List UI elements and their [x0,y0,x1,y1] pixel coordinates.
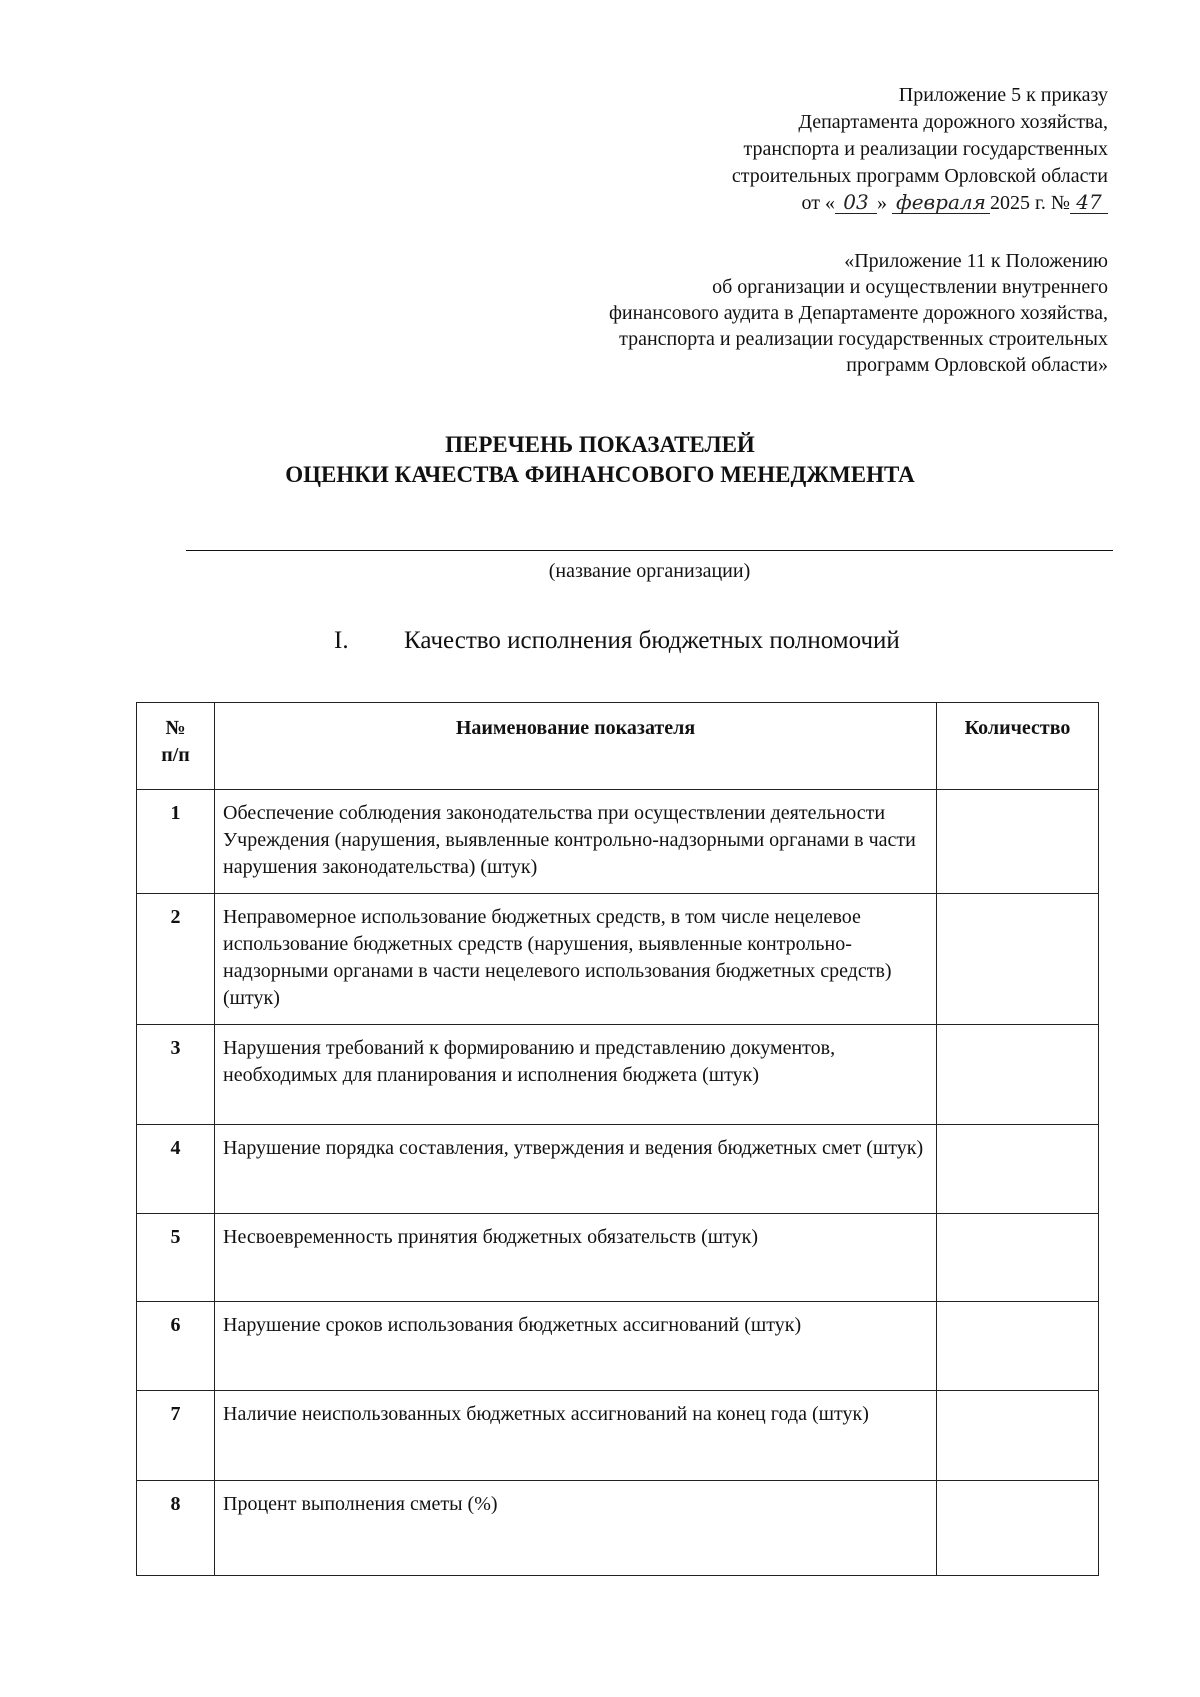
date-mid: » [876,192,887,214]
annex-line: «Приложение 11 к Положению [844,250,1108,272]
table-header-row [137,703,1099,790]
header-number-sign: № [165,717,186,739]
quantity-cell [937,1302,1099,1391]
table-row [137,1125,1099,1214]
section-title: Качество исполнения бюджетных полномочий [404,627,900,654]
indicator-name: Процент выполнения сметы (%) [215,1481,937,1576]
organization-name-line [186,550,1113,551]
header-number-abbr: п/п [161,744,190,766]
header-indicator-name: Наименование показателя [215,703,937,790]
header-line: Приложение 5 к приказу [898,84,1108,106]
date-month-handwritten: февраля [892,191,990,214]
row-number: 3 [137,1025,215,1125]
quantity-cell [937,1391,1099,1481]
title-line-2: ОЦЕНКИ КАЧЕСТВА ФИНАНСОВОГО МЕНЕДЖМЕНТА [285,462,915,487]
header-line: строительных программ Орловской области [731,165,1108,187]
regulation-annex-header [609,248,1108,378]
indicator-name: Нарушение сроков использования бюджетных ассигнований (штук) [215,1302,937,1391]
annex-line: об организации и осуществлении внутреннего [712,276,1108,298]
table-row [137,1214,1099,1302]
header-line: транспорта и реализации государственных [743,138,1108,160]
order-date-line [732,190,1108,217]
table-row [137,790,1099,894]
indicators-table [136,702,1099,1576]
row-number: 1 [137,790,215,894]
title-line-1: ПЕРЕЧЕНЬ ПОКАЗАТЕЛЕЙ [445,432,755,457]
annex-line: программ Орловской области» [846,354,1108,376]
section-number: I. [334,627,349,654]
organization-caption: (название организации) [548,560,751,582]
header-line: Департамента дорожного хозяйства, [798,111,1108,133]
header-quantity: Количество [937,703,1099,790]
header-number [137,703,215,790]
indicator-name: Нарушение порядка составления, утверждения и ведения бюджетных смет (штук) [215,1125,937,1214]
row-number: 8 [137,1481,215,1576]
table-row [137,894,1099,1025]
date-day-handwritten: 03 [835,191,877,214]
quantity-cell [937,1214,1099,1302]
date-prefix: от « [801,192,835,214]
table-row [137,1302,1099,1391]
quantity-cell [937,894,1099,1025]
indicator-name: Нарушения требований к формированию и представлению документов, необходимых для планирования и исполнения бюджета (штук) [215,1025,937,1125]
quantity-cell [937,790,1099,894]
indicator-name: Несвоевременность принятия бюджетных обязательств (штук) [215,1214,937,1302]
table-row [137,1481,1099,1576]
document-title [0,430,1200,490]
annex-line: финансового аудита в Департаменте дорожного хозяйства, [608,302,1108,324]
row-number: 6 [137,1302,215,1391]
annex-line: транспорта и реализации государственных строительных [619,328,1108,350]
indicator-name: Обеспечение соблюдения законодательства при осуществлении деятельности Учреждения (нарушения, выявленные контрольно-надзорными органами в части нарушения законодательства) (штук) [215,790,937,894]
quantity-cell [937,1125,1099,1214]
row-number: 4 [137,1125,215,1214]
row-number: 7 [137,1391,215,1481]
indicator-name: Наличие неиспользованных бюджетных ассигнований на конец года (штук) [215,1391,937,1481]
indicator-name: Неправомерное использование бюджетных средств, в том числе нецелевое использование бюджетных средств (нарушения, выявленные контрольно-надзорными органами в части нецелевого использования бюджетных средств) (штук) [215,894,937,1025]
quantity-cell [937,1481,1099,1576]
order-number-handwritten: 47 [1070,191,1108,214]
order-annex-header [732,82,1108,217]
date-year: 2025 г. № [989,192,1070,214]
table-row [137,1025,1099,1125]
row-number: 5 [137,1214,215,1302]
quantity-cell [937,1025,1099,1125]
row-number: 2 [137,894,215,1025]
table-row [137,1391,1099,1481]
